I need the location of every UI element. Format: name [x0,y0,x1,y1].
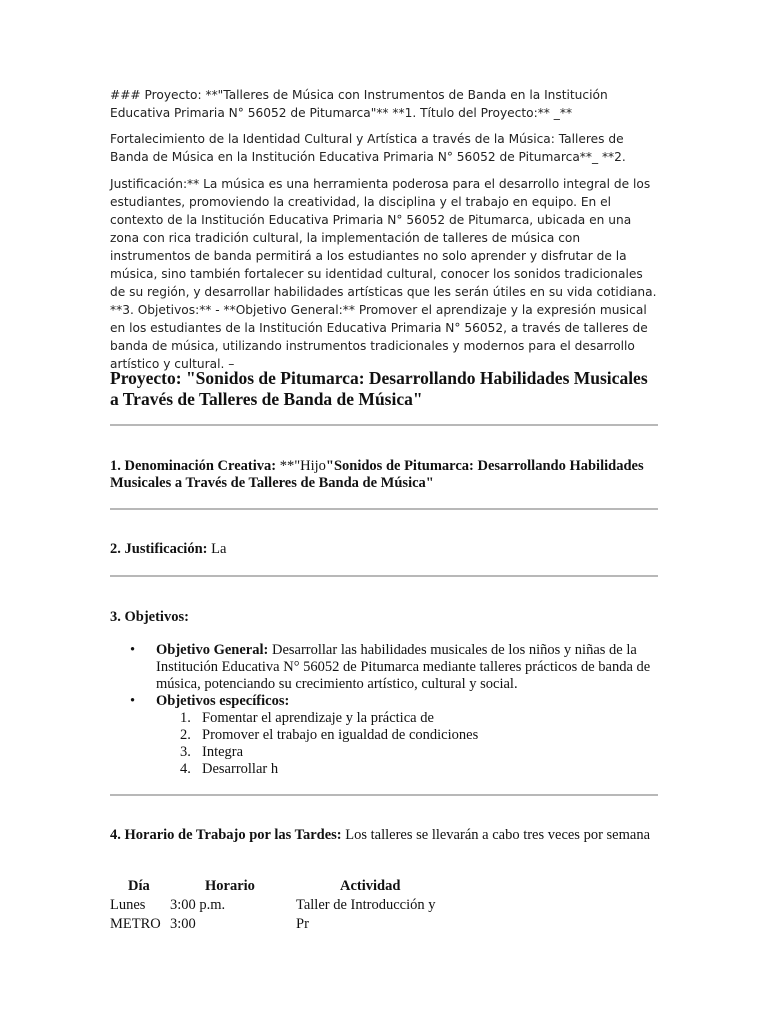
section-1-bold-text: "Sonidos de Pitumarca: Desarrollando Habilidades Musicales a Través de Talleres de Banda de Música" [110,458,644,491]
column-header-dia: Día [128,878,150,894]
table-cell: 3:00 [170,916,196,932]
list-item [110,642,658,693]
table-cell: Pr [296,916,309,932]
divider [110,508,658,510]
specific-objectives-label: Objetivos específicos: [156,693,290,709]
section-denominacion [110,458,658,492]
list-item [156,744,658,761]
project-title: Proyecto: "Sonidos de Pitumarca: Desarrollando Habilidades Musicales a Través de Talleres de Banda de Música" [110,368,648,409]
table-cell: METRO [110,916,161,932]
objectives-list [110,642,658,778]
specific-objectives-list [156,710,658,778]
list-item-text: Promover el trabajo en igualdad de condiciones [202,727,479,743]
list-number: 1. [180,710,191,726]
section-2-label: 2. Justificación: [110,541,208,557]
column-header-horario: Horario [205,878,255,894]
intro-paragraph-3: Justificación:** La música es una herramienta poderosa para el desarrollo integral de los estudiantes, promoviendo la creatividad, la disciplina y el trabajo en equipo. En el contexto de la Institución Educativa Primaria N° 56052 de Pitumarca, ubicada en una zona con rica tradición cultural, la implementación de talleres de música con instrumentos de banda permitirá a los estudiantes no solo aprender y disfrutar de la música, sino también fortalecer su identidad cultural, conocer los sonidos tradicionales de su región, y desarrollar habilidades artísticas que les serán útiles en su vida cotidiana. **3. Objetivos:** - **Objetivo General:** Promover el aprendizaje y la expresión musical en los estudiantes de la Institución Educativa Primaria N° 56052, a través de talleres de banda de música, utilizando instrumentos tradicionales y modernos para el desarrollo artístico y cultural. – [110,177,657,371]
section-1-prefix: **"Hijo [279,458,326,474]
section-3-label: 3. Objetivos: [110,609,189,625]
section-justificacion [110,541,658,558]
list-number: 4. [180,761,191,777]
bullet-icon: • [130,693,136,709]
divider [110,424,658,426]
general-objective-text: Desarrollar las habilidades musicales de los niños y niñas de la Institución Educativa N° 56052 de Pitumarca mediante talleres prácticos de banda de música, potenciando su crecimiento artístico, cultural y social. [156,642,651,692]
section-4-label: 4. Horario de Trabajo por las Tardes: [110,827,342,843]
column-header-actividad: Actividad [340,878,401,894]
table-row [110,896,658,915]
table-header-row [110,877,658,896]
list-item [110,693,658,778]
list-item [156,761,658,778]
list-number: 2. [180,727,191,743]
list-item-text: Fomentar el aprendizaje y la práctica de [202,710,434,726]
list-item [156,727,658,744]
table-row [110,915,658,934]
section-1-label: 1. Denominación Creativa: [110,458,277,474]
divider [110,794,658,796]
list-number: 3. [180,744,191,760]
section-4-text: Los talleres se llevarán a cabo tres veces por semana [345,827,651,843]
list-item [156,710,658,727]
general-objective-label: Objetivo General: [156,642,269,658]
section-objetivos-heading [110,609,658,626]
table-cell: Taller de Introducción y [296,897,436,913]
schedule-table [110,877,658,934]
list-item-text: Desarrollar h [202,761,279,777]
table-cell: Lunes [110,897,146,913]
bullet-icon: • [130,642,136,658]
table-cell: 3:00 p.m. [170,897,226,913]
section-2-text: La [211,541,227,557]
list-item-text: Integra [202,744,244,760]
intro-paragraph-2: Fortalecimiento de la Identidad Cultural y Artística a través de la Música: Talleres de Banda de Música en la Institución Educativa Primaria N° 56052 de Pitumarca**_ **2. [110,132,626,164]
intro-paragraph-1: ### Proyecto: **"Talleres de Música con Instrumentos de Banda en la Institución Educativa Primaria N° 56052 de Pitumarca"** **1. Título del Proyecto:** _** [110,88,608,120]
divider [110,575,658,577]
section-horario [110,827,658,844]
